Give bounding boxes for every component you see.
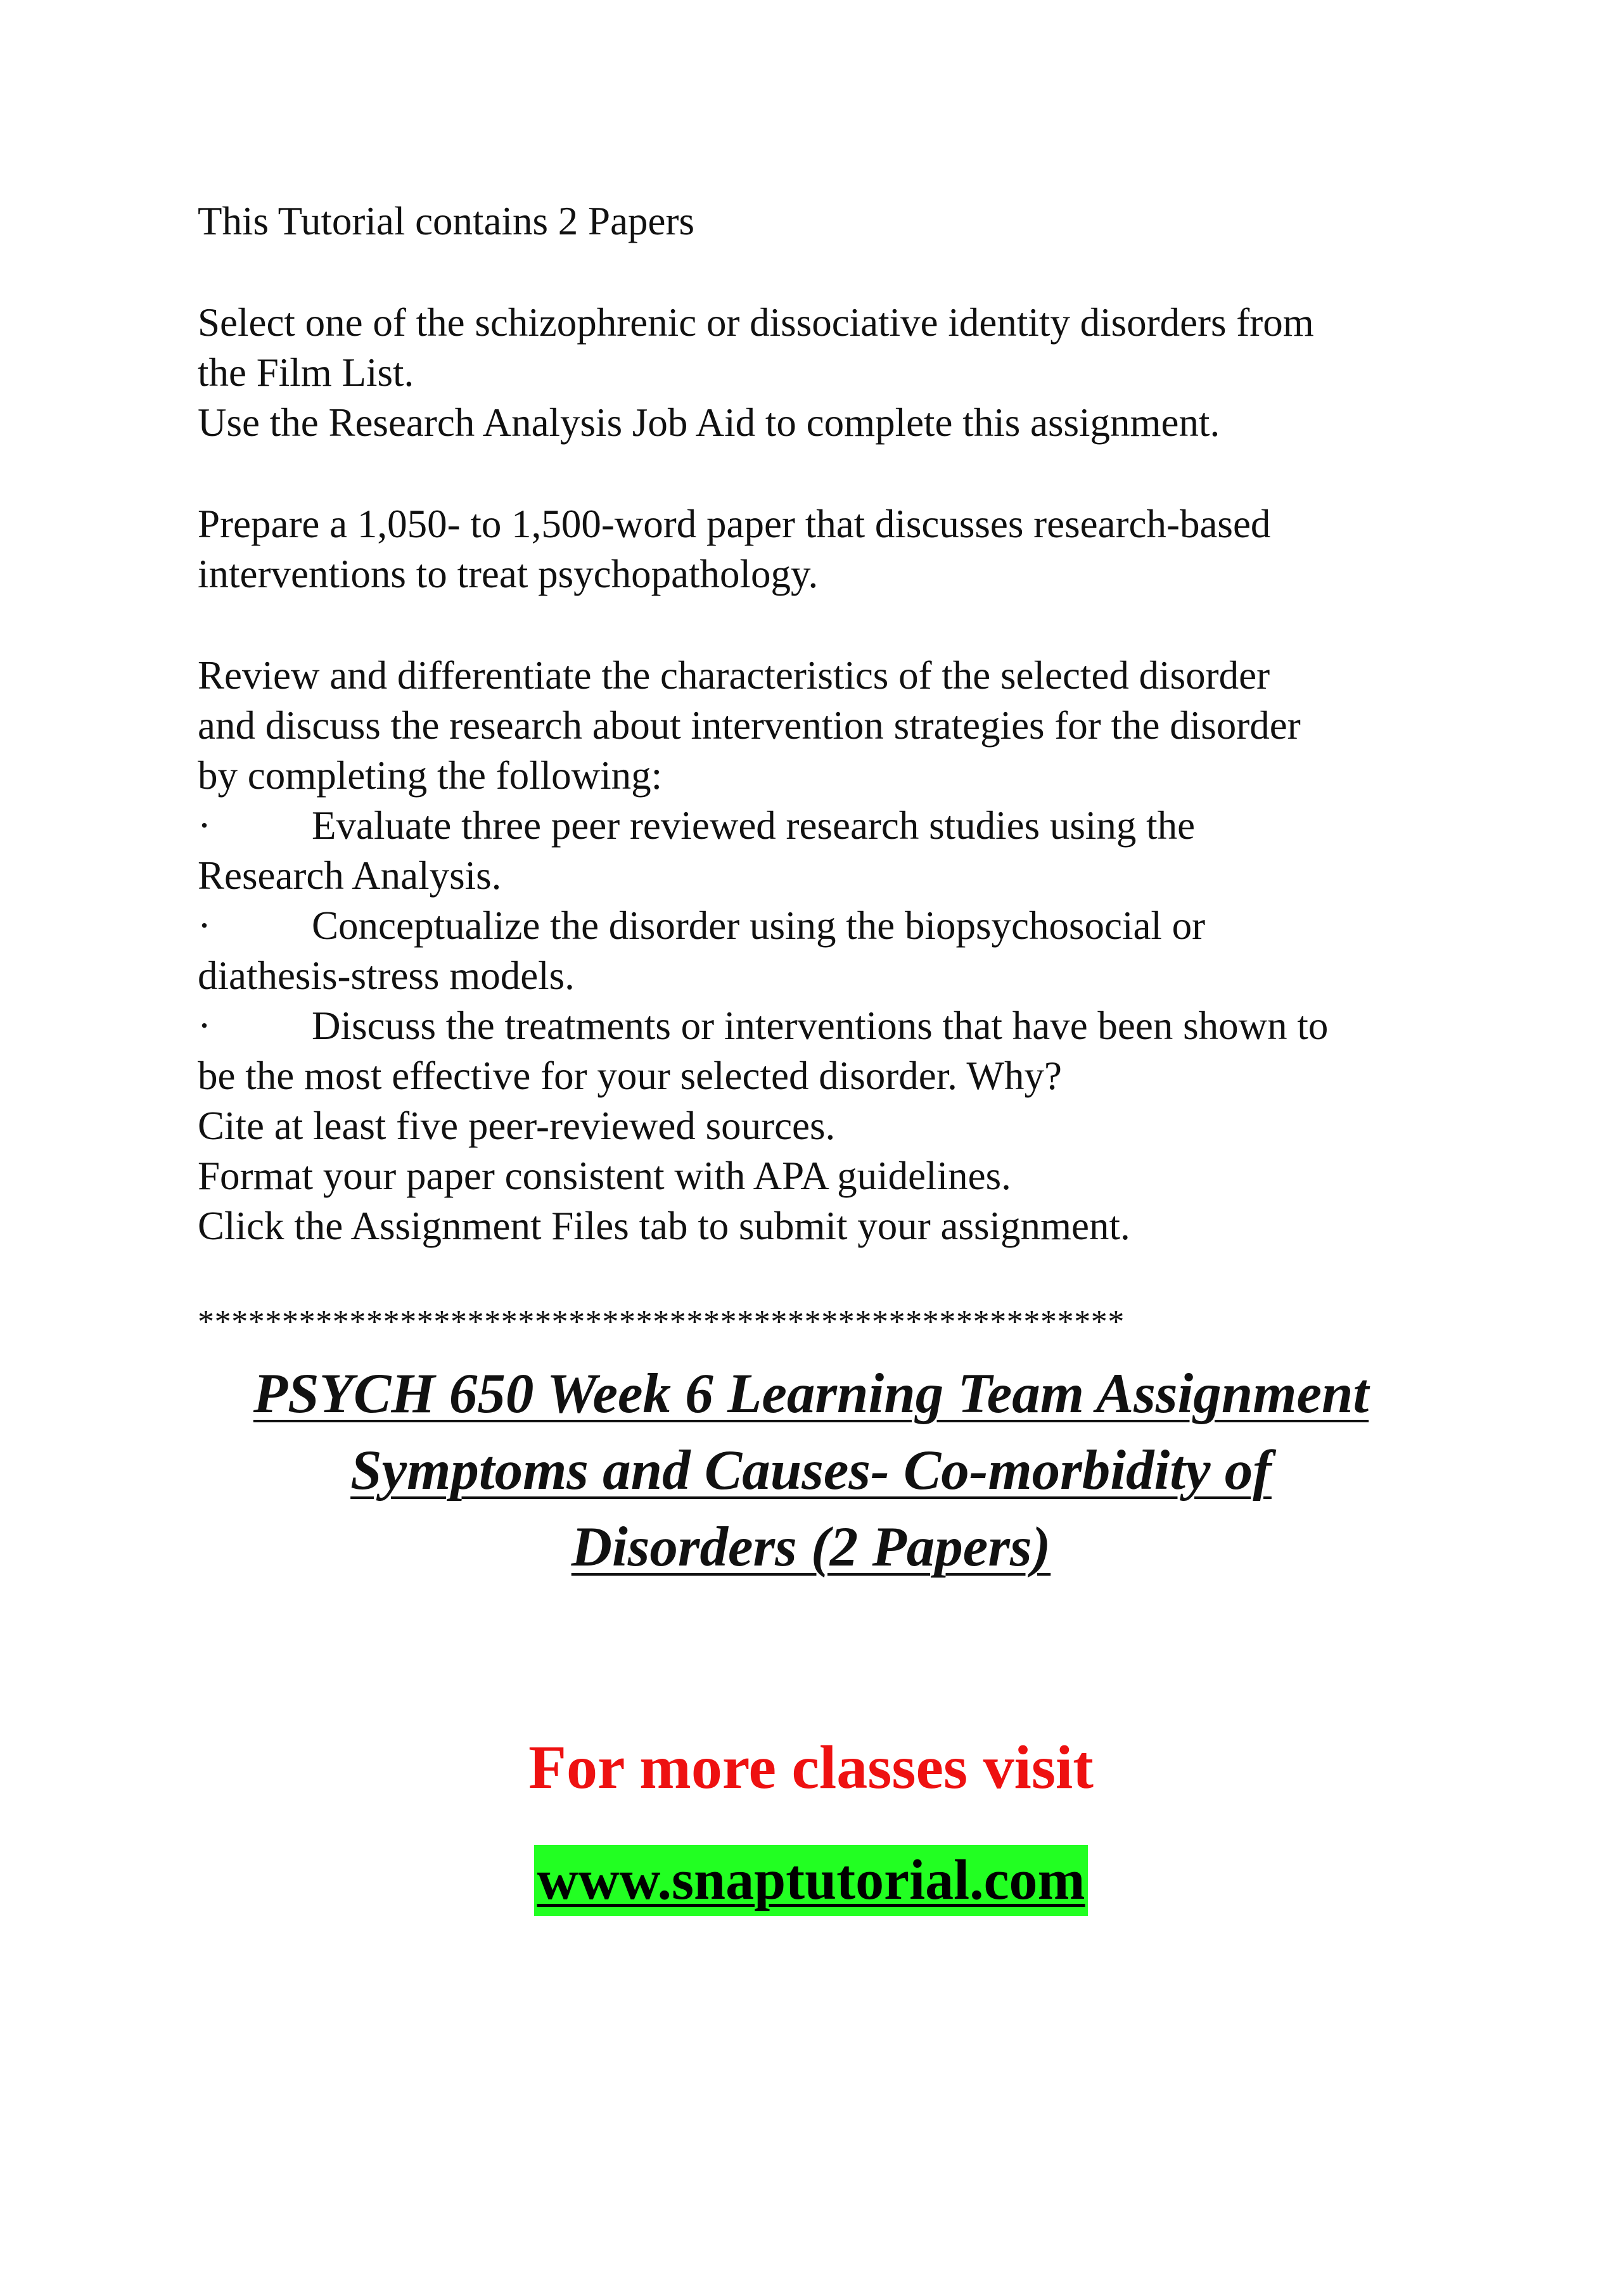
select-line: the Film List. [198,350,414,395]
prepare-line: Prepare a 1,050- to 1,500-word paper that discusses research-based [198,502,1271,546]
bullet-item [198,801,1459,851]
bullet-item [198,901,1459,951]
select-line: Use the Research Analysis Job Aid to complete this assignment. [198,400,1220,445]
promo-link-wrap [0,1845,1622,1916]
title-line: Disorders (2 Papers) [571,1516,1051,1578]
bullet-text: Evaluate three peer reviewed research studies using the [312,803,1196,848]
title-line: Symptoms and Causes- Co-morbidity of [350,1439,1272,1502]
review-line: Review and differentiate the characteristics of the selected disorder [198,653,1270,698]
bullet-continuation: diathesis-stress models. [198,953,575,998]
bullet-text: Conceptualize the disorder using the biopsychosocial or [312,903,1206,948]
review-paragraph [198,651,1459,1251]
title-line: PSYCH 650 Week 6 Learning Team Assignment [253,1363,1369,1425]
bullet-text: Discuss the treatments or interventions that have been shown to [312,1004,1329,1048]
bullet-item [198,1001,1459,1051]
review-line: by completing the following: [198,753,663,798]
separator-stars: ******************************************************* [198,1304,1125,1340]
closing-line: Cite at least five peer-reviewed sources. [198,1104,836,1148]
select-line: Select one of the schizophrenic or dissociative identity disorders from [198,300,1314,345]
closing-line: Click the Assignment Files tab to submit your assignment. [198,1204,1130,1248]
bullet-continuation: be the most effective for your selected disorder. Why? [198,1054,1062,1098]
bullet-marker: · [198,903,211,948]
website-link[interactable]: www.snaptutorial.com [534,1845,1087,1916]
review-line: and discuss the research about intervention strategies for the disorder [198,703,1301,748]
closing-line: Format your paper consistent with APA guidelines. [198,1154,1011,1198]
bullet-marker: · [198,803,211,848]
select-paragraph [198,298,1459,448]
prepare-paragraph [198,499,1459,599]
promo-text: For more classes visit [528,1733,1094,1802]
prepare-line: interventions to treat psychopathology. [198,552,819,596]
assignment-title [139,1356,1483,1586]
bullet-marker: · [198,1004,211,1048]
bullet-continuation: Research Analysis. [198,853,502,898]
intro-text: This Tutorial contains 2 Papers [198,199,694,243]
